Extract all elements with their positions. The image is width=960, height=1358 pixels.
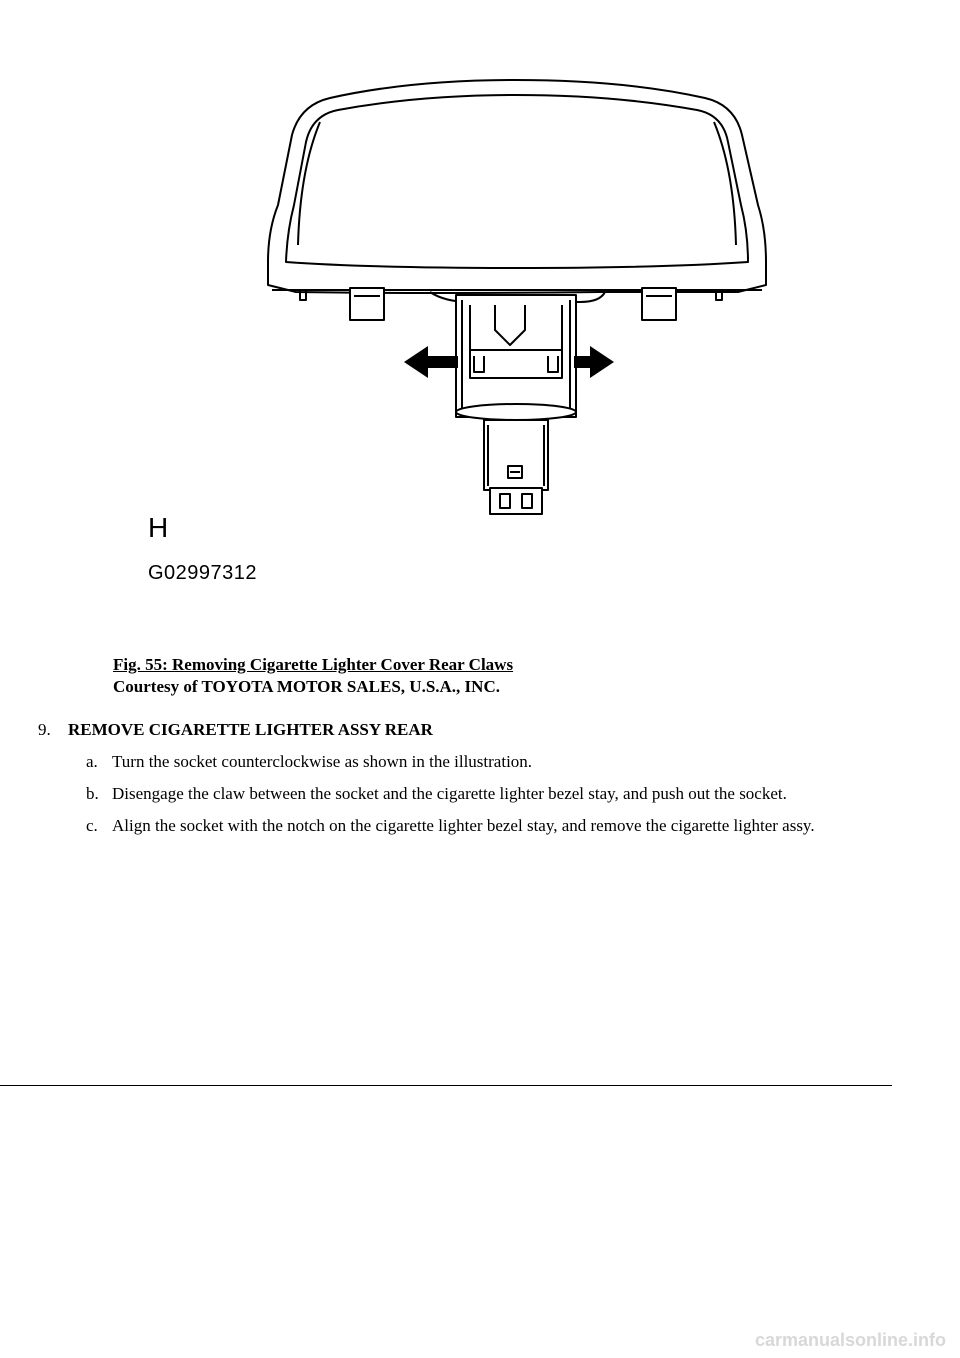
substep-list xyxy=(76,750,906,846)
left-claw xyxy=(350,288,384,320)
watermark: carmanualsonline.info xyxy=(754,1330,946,1350)
figure-letter: H xyxy=(148,512,169,543)
connector-body xyxy=(484,420,548,490)
cover-inner-shadow-left xyxy=(298,122,320,245)
figure-code: G02997312 xyxy=(148,562,258,584)
page-divider xyxy=(0,1085,892,1086)
figure-title-link[interactable]: Fig. 55: Removing Cigarette Lighter Cover Rear Claws xyxy=(113,655,514,674)
substep-text: Align the socket with the notch on the cigarette lighter bezel stay, and remove the cigarette lighter assy. xyxy=(112,816,815,835)
cover-outer-outline xyxy=(268,80,766,293)
socket-ring xyxy=(456,404,576,420)
connector-terminal xyxy=(490,488,542,514)
substep-text: Disengage the claw between the socket and the cigarette lighter bezel stay, and push out the socket. xyxy=(112,784,787,803)
substep-marker: c. xyxy=(86,816,98,835)
figure-courtesy: Courtesy of TOYOTA MOTOR SALES, U.S.A., INC. xyxy=(113,677,500,696)
substep-item xyxy=(76,782,906,805)
substep-marker: b. xyxy=(86,784,99,803)
figure-caption xyxy=(113,654,513,698)
cover-inner-shadow-right xyxy=(714,122,736,245)
substep-item xyxy=(76,814,906,837)
substep-marker: a. xyxy=(86,752,98,771)
arrow-left xyxy=(404,346,458,378)
lighter-cover-illustration xyxy=(0,0,960,620)
right-claw xyxy=(642,288,676,320)
step-title: REMOVE CIGARETTE LIGHTER ASSY REAR xyxy=(68,720,433,739)
cover-inner-panel xyxy=(286,95,748,268)
arrow-right xyxy=(574,346,614,378)
step-number: 9. xyxy=(38,720,51,739)
substep-item xyxy=(76,750,906,773)
substep-text: Turn the socket counterclockwise as shown in the illustration. xyxy=(112,752,533,771)
